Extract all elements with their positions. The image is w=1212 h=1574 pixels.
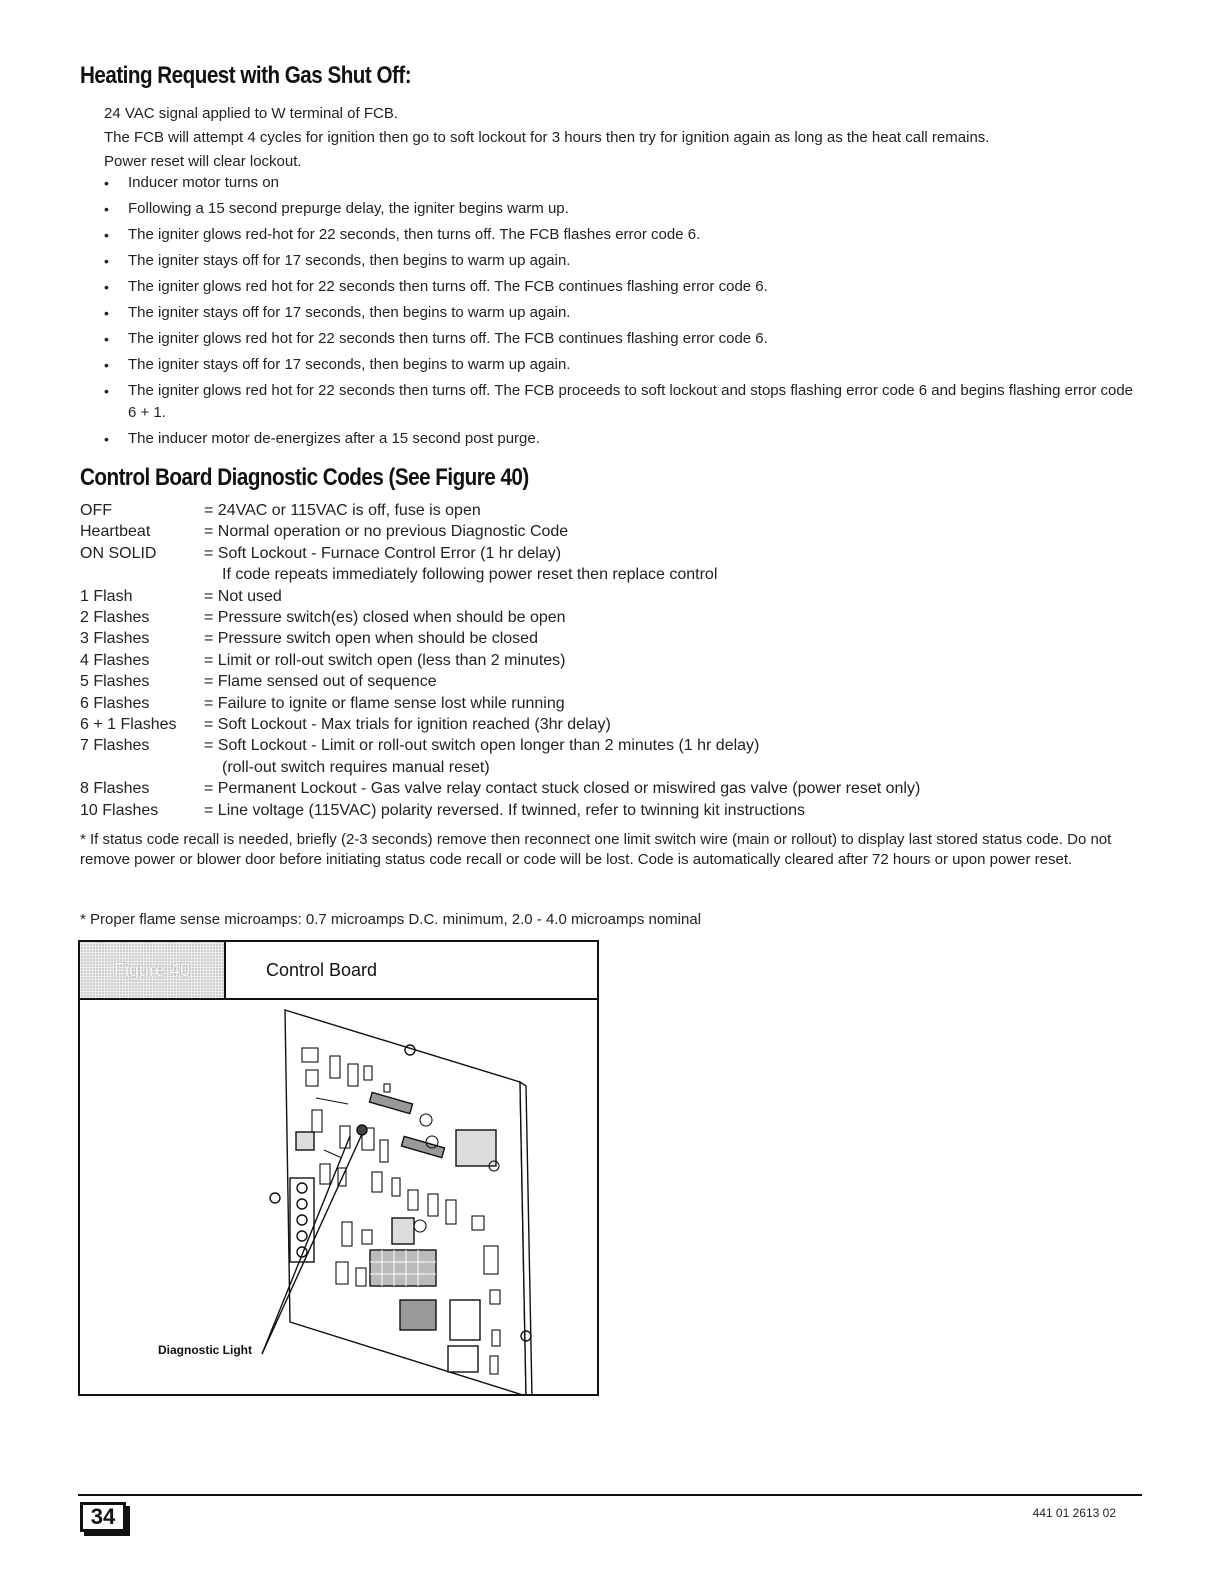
table-row: [80, 586, 920, 607]
desc-cell: = Permanent Lockout - Gas valve relay contact stuck closed or miswired gas valve (power reset only): [204, 780, 921, 798]
mounting-hole: [270, 1193, 280, 1203]
table-row: [80, 714, 920, 735]
sequence-list: [104, 172, 1134, 454]
desc-cell: = Line voltage (115VAC) polarity reversed. If twinned, refer to twinning kit instructions: [204, 801, 806, 819]
code-cell: OFF: [80, 502, 112, 519]
list-item: • The igniter glows red-hot for 22 seconds, then turns off. The FCB flashes error code 6.: [104, 224, 1134, 246]
figure-40: [78, 940, 599, 1396]
flame-sense-note: * Proper flame sense microamps: 0.7 microamps D.C. minimum, 2.0 - 4.0 microamps nominal: [80, 911, 702, 928]
code-cell: 6 Flashes: [80, 694, 150, 712]
list-item: • The igniter glows red hot for 22 seconds then turns off. The FCB continues flashing error code 6.: [104, 276, 1134, 298]
desc-cell-continued: (roll-out switch requires manual reset): [222, 758, 490, 776]
list-item: • The inducer motor de-energizes after a 15 second post purge.: [104, 428, 1134, 450]
code-cell: 8 Flashes: [80, 780, 150, 798]
intro-line: 24 VAC signal applied to W terminal of FCB.: [104, 105, 399, 122]
table-row: [80, 607, 920, 628]
code-cell: 2 Flashes: [80, 609, 150, 627]
relay: [456, 1130, 496, 1166]
code-cell: 10 Flashes: [80, 801, 159, 819]
intro-line: The FCB will attempt 4 cycles for ignition then go to soft lockout for 3 hours then try for ignition again as long as the heat call remains.: [104, 129, 990, 146]
list-item: • Following a 15 second prepurge delay, the igniter begins warm up.: [104, 198, 1134, 220]
code-cell: 5 Flashes: [80, 673, 150, 691]
diagnostic-light-label: Diagnostic Light: [158, 1343, 252, 1357]
code-cell: 7 Flashes: [80, 737, 150, 755]
desc-cell: = 24VAC or 115VAC is off, fuse is open: [204, 502, 481, 519]
intro-paragraph: [104, 102, 1164, 174]
table-row: [80, 735, 920, 756]
code-cell: 3 Flashes: [80, 630, 150, 648]
heating-request-heading: Heating Request with Gas Shut Off:: [80, 62, 412, 89]
table-row: [80, 778, 920, 799]
list-item: • The igniter glows red hot for 22 seconds then turns off. The FCB proceeds to soft lockout and stops flashing error code 6 and begins flashing error code 6 + 1.: [104, 380, 1134, 424]
relay: [296, 1132, 314, 1150]
desc-cell: = Not used: [204, 587, 282, 605]
bottom-connector: [400, 1300, 436, 1330]
page-number: 34: [80, 1502, 126, 1532]
list-item: • Inducer motor turns on: [104, 172, 1134, 194]
diagnostic-codes-heading: Control Board Diagnostic Codes (See Figure 40): [80, 464, 529, 491]
document-id: 441 01 2613 02: [1032, 1506, 1116, 1520]
table-row: [80, 521, 920, 542]
list-item: • The igniter glows red hot for 22 seconds then turns off. The FCB continues flashing error code 6.: [104, 328, 1134, 350]
footer-rule: [78, 1494, 1142, 1496]
desc-cell: = Soft Lockout - Limit or roll-out switch open longer than 2 minutes (1 hr delay): [204, 737, 760, 755]
status-recall-note: * If status code recall is needed, briefly (2-3 seconds) remove then reconnect one limit switch wire (main or rollout) to display last stored status code. Do not remove power or blower door before initiating status code recall or code will be lost. Code is automatically cleared after 72 hours or upon power reset.: [80, 831, 1112, 868]
table-row: [80, 800, 920, 821]
bottom-connector: [448, 1346, 478, 1372]
desc-cell: = Soft Lockout - Furnace Control Error (1 hr delay): [204, 544, 562, 562]
desc-cell: = Flame sensed out of sequence: [204, 673, 437, 691]
code-cell: 4 Flashes: [80, 651, 150, 669]
desc-cell: = Soft Lockout - Max trials for ignition reached (3hr delay): [204, 716, 611, 734]
desc-cell: = Failure to ignite or flame sense lost while running: [204, 694, 565, 712]
diagnostic-led: [357, 1125, 367, 1135]
table-row: [80, 628, 920, 649]
bottom-connector: [450, 1300, 480, 1340]
relay: [392, 1218, 414, 1244]
desc-cell: = Normal operation or no previous Diagnostic Code: [204, 523, 569, 541]
desc-cell: = Pressure switch open when should be closed: [204, 630, 538, 648]
code-cell: ON SOLID: [80, 544, 157, 562]
code-cell: Heartbeat: [80, 523, 151, 541]
figure-title: Control Board: [266, 960, 378, 980]
table-row: [80, 564, 920, 585]
table-row: [80, 500, 920, 521]
diagnostic-codes-table: [80, 500, 920, 821]
table-row: [80, 671, 920, 692]
figure-header: [80, 942, 597, 1000]
code-cell: 6 + 1 Flashes: [80, 716, 177, 734]
list-item: • The igniter stays off for 17 seconds, then begins to warm up again.: [104, 302, 1134, 324]
table-row: [80, 693, 920, 714]
figure-tag: Figure 40: [80, 942, 226, 998]
desc-cell: = Limit or roll-out switch open (less than 2 minutes): [204, 651, 566, 669]
board-outline: [285, 1010, 526, 1394]
table-row: [80, 757, 920, 778]
table-row: [80, 543, 920, 564]
control-board-illustration: [80, 1000, 597, 1394]
desc-cell-continued: If code repeats immediately following power reset then replace control: [222, 566, 718, 584]
code-cell: 1 Flash: [80, 587, 133, 605]
table-row: [80, 650, 920, 671]
list-item: • The igniter stays off for 17 seconds, then begins to warm up again.: [104, 250, 1134, 272]
list-item: • The igniter stays off for 17 seconds, then begins to warm up again.: [104, 354, 1134, 376]
desc-cell: = Pressure switch(es) closed when should be open: [204, 609, 566, 627]
pin-header: [370, 1250, 436, 1286]
intro-line: Power reset will clear lockout.: [104, 153, 302, 170]
